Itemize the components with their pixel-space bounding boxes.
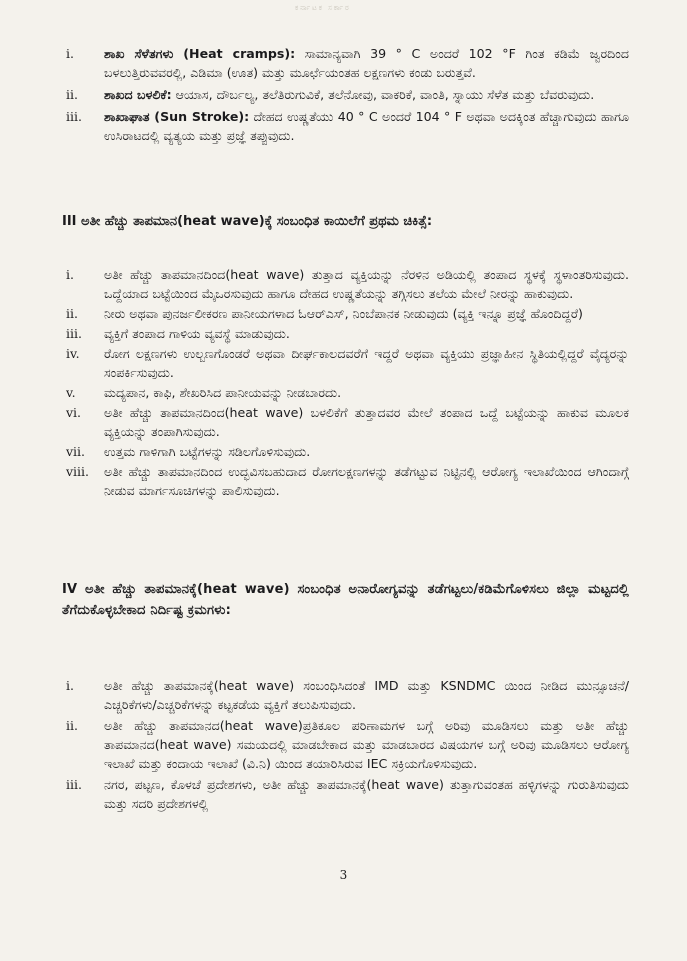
item-text: ಅತೀ ಹೆಚ್ಚು ತಾಪಮಾನದಿಂದ ಉದ್ಭವಿಸಬಹುದಾದ ರೋಗಲಕ್ಷಣಗಳನ್ನು ತಡೆಗಟ್ಟುವ ನಿಟ್ಟಿನಲ್ಲಿ ಆರೋಗ್ಯ ಇಲಾಖೆಯಿಂದ ಆಗಿಂದಾಗ್ಗೆ ನೀಡುವ ಮಾರ್ಗಸೂಚಿಗಳನ್ನು ಪಾಲಿಸುವುದು. xyxy=(104,464,629,498)
item-text: ರೋಗ ಲಕ್ಷಣಗಳು ಉಲ್ಬಣಗೊಂಡರೆ ಅಥವಾ ದೀರ್ಘಕಾಲದವರೆಗೆ ಇದ್ದರೆ ಅಥವಾ ವ್ಯಕ್ತಿಯು ಪ್ರಜ್ಞಾಹೀನ ಸ್ಥಿತಿಯಲ್ಲಿದ್ದರೆ ವೈದ್ಯರನ್ನು ಸಂಪರ್ಕಿಸುವುದು. xyxy=(104,346,629,380)
item-text: ಅತೀ ಹೆಚ್ಚು ತಾಪಮಾನದ(heat wave)ಪ್ರತಿಕೂಲ ಪರಿಣಾಮಗಳ ಬಗ್ಗೆ ಅರಿವು ಮೂಡಿಸಲು ಮತ್ತು ಅತೀ ಹೆಚ್ಚು ತಾಪಮಾನದ(heat wave) ಸಮಯದಲ್ಲಿ ಮಾಡಬೇಕಾದ ಮತ್ತು ಮಾಡಬಾರದ ವಿಷಯಗಳ ಬಗ್ಗೆ ಅರಿವು ಮೂಡಿಸಲು ಆರೋಗ್ಯ ಇಲಾಖೆ ಮತ್ತು ಕಂದಾಯ ಇಲಾಖೆ (ವಿ.ನಿ) ಯಿಂದ ತಯಾರಿಸಿರುವ IEC ಸಕ್ರಿಯಗೊಳಿಸುವುದು. xyxy=(104,718,629,771)
list-item xyxy=(62,304,629,323)
item-number: i. xyxy=(66,678,74,693)
item-number: v. xyxy=(66,385,76,400)
item-text: ವ್ಯಕ್ತಿಗೆ ತಂಪಾದ ಗಾಳಿಯ ವ್ಯವಸ್ಥೆ ಮಾಡುವುದು. xyxy=(104,326,290,341)
item-number: iii. xyxy=(66,777,82,792)
item-text: ನೀರು ಅಥವಾ ಪುನರ್ಜಲೀಕರಣ ಪಾನೀಯಗಳಾದ ಓಆರ್‌ಎಸ್, ನಿಂಬೆಪಾನಕ ನೀಡುವುದು (ವ್ಯಕ್ತಿ ಇನ್ನೂ ಪ್ರಜ್ಞೆ ಹೊಂದಿದ್ದರೆ) xyxy=(104,306,583,321)
item-label: ಶಾಖಾಘಾತ (Sun Stroke): xyxy=(104,109,250,124)
district-measures-list xyxy=(62,676,629,815)
section-heading-district-measures: IV ಅತೀ ಹೆಚ್ಚು ತಾಪಮಾನಕ್ಕೆ(heat wave) ಸಂಬಂಧಿತ ಅನಾರೋಗ್ಯವನ್ನು ತಡೆಗಟ್ಟಲು/ಕಡಿಮೆಗೊಳಿಸಲು ಜಿಲ್ಲಾ ಮಟ್ಟದಲ್ಲಿ ತೆಗೆದುಕೊಳ್ಳಬೇಕಾದ ನಿರ್ದಿಷ್ಟ ಕ್ರಮಗಳು: xyxy=(62,582,629,618)
item-text: ನಗರ, ಪಟ್ಟಣ, ಕೊಳಚೆ ಪ್ರದೇಶಗಳು, ಅತೀ ಹೆಚ್ಚು ತಾಪಮಾನಕ್ಕೆ(heat wave) ತುತ್ತಾಗುವಂತಹ ಹಳ್ಳಿಗಳನ್ನು ಗುರುತಿಸುವುದು ಮತ್ತು ಸದರಿ ಪ್ರದೇಶಗಳಲ್ಲಿ xyxy=(104,777,629,811)
item-number: vii. xyxy=(66,444,86,459)
item-number: i. xyxy=(66,46,74,61)
item-text: ಆಯಾಸ, ದೌರ್ಬಲ್ಯ, ತಲೆತಿರುಗುವಿಕೆ, ತಲೆನೋವು, ವಾಕರಿಕೆ, ವಾಂತಿ, ಸ್ನಾಯು ಸೆಳೆತ ಮತ್ತು ಬೆವರುವುದು. xyxy=(175,87,595,102)
item-label: ಶಾಖ ಸೆಳೆತಗಳು (Heat cramps): xyxy=(104,46,296,61)
item-number: viii. xyxy=(66,464,90,479)
heat-illness-symptoms-list xyxy=(62,44,629,148)
list-item xyxy=(62,265,629,303)
list-item xyxy=(62,775,629,813)
item-text: ಮದ್ಯಪಾನ, ಕಾಫಿ, ಶೇಖರಿಸಿದ ಪಾನೀಯವನ್ನು ನೀಡಬಾರದು. xyxy=(104,385,342,400)
item-number: ii. xyxy=(66,306,78,321)
list-item xyxy=(62,716,629,773)
item-text: ದೇಹದ ಉಷ್ಣತೆಯು 40 ° C ಅಂದರೆ 104 ° F ಅಥವಾ ಅದಕ್ಕಿಂತ ಹೆಚ್ಚಾಗುವುದು ಹಾಗೂ ಉಸಿರಾಟದಲ್ಲಿ ವ್ಯತ್ಯಯ ಮತ್ತು ಪ್ರಜ್ಞೆ ತಪ್ಪುವುದು. xyxy=(104,109,629,143)
item-number: i. xyxy=(66,267,74,282)
item-text: ಅತೀ ಹೆಚ್ಚು ತಾಪಮಾನದಿಂದ(heat wave) ಬಳಲಿಕೆಗೆ ತುತ್ತಾದವರ ಮೇಲೆ ತಂಪಾದ ಒದ್ದೆ ಬಟ್ಟೆಯನ್ನು ಹಾಕುವ ಮೂಲಕ ವ್ಯಕ್ತಿಯನ್ನು ತಂಪಾಗಿಸುವುದು. xyxy=(104,405,629,439)
list-item xyxy=(62,344,629,382)
list-item xyxy=(62,383,629,402)
list-item xyxy=(62,462,629,500)
item-number: iii. xyxy=(66,326,82,341)
list-item xyxy=(62,403,629,441)
list-item xyxy=(62,442,629,461)
list-item xyxy=(62,44,629,82)
item-number: vi. xyxy=(66,405,82,420)
item-text: ಸಾಮಾನ್ಯವಾಗಿ 39 ° C ಅಂದರೆ 102 °F ಗಿಂತ ಕಡಿಮೆ ಜ್ವರದಿಂದ ಬಳಲುತ್ತಿರುವವರಲ್ಲಿ, ಎಡಿಮಾ (ಊತ) ಮತ್ತು ಮೂರ್ಛೆಯಂತಹ ಲಕ್ಷಣಗಳು ಕಂಡು ಬರುತ್ತವೆ. xyxy=(104,46,629,80)
item-number: ii. xyxy=(66,718,78,733)
item-text: ಅತೀ ಹೆಚ್ಚು ತಾಪಮಾನದಿಂದ(heat wave) ತುತ್ತಾದ ವ್ಯಕ್ತಿಯನ್ನು ನೆರಳಿನ ಅಡಿಯಲ್ಲಿ ತಂಪಾದ ಸ್ಥಳಕ್ಕೆ ಸ್ಥಳಾಂತರಿಸುವುದು. ಒದ್ದೆಯಾದ ಬಟ್ಟೆಯಿಂದ ಮೈಒರಸುವುದು ಹಾಗೂ ದೇಹದ ಉಷ್ಣತೆಯನ್ನು ತಗ್ಗಿಸಲು ತಲೆಯ ಮೇಲೆ ನೀರನ್ನು ಹಾಕುವುದು. xyxy=(104,267,629,301)
list-item xyxy=(62,85,629,104)
item-text: ಉತ್ತಮ ಗಾಳಿಗಾಗಿ ಬಟ್ಟೆಗಳನ್ನು ಸಡಿಲಗೊಳಿಸುವುದು. xyxy=(104,444,311,459)
item-label: ಶಾಖದ ಬಳಲಿಕೆ: xyxy=(104,87,172,102)
first-aid-list xyxy=(62,265,629,501)
header-watermark: ಕರ್ನಾಟಕ ಸರ್ಕಾರ xyxy=(295,4,351,12)
list-item xyxy=(62,676,629,714)
list-item xyxy=(62,107,629,145)
item-number: ii. xyxy=(66,87,78,102)
section-heading-first-aid: III ಅತೀ ಹೆಚ್ಚು ತಾಪಮಾನ(heat wave)ಕ್ಕೆ ಸಂಬಂಧಿತ ಕಾಯಿಲೆಗೆ ಪ್ರಥಮ ಚಿಕಿತ್ಸೆ: xyxy=(62,214,433,229)
page-number: 3 xyxy=(339,868,348,882)
item-number: iii. xyxy=(66,109,82,124)
item-number: iv. xyxy=(66,346,80,361)
item-text: ಅತೀ ಹೆಚ್ಚು ತಾಪಮಾನಕ್ಕೆ(heat wave) ಸಂಬಂಧಿಸಿದಂತೆ IMD ಮತ್ತು KSNDMC ಯಿಂದ ನೀಡಿದ ಮುನ್ಸೂಚನೆ/ ಎಚ್ಚರಿಕೆಗಳು/ಎಚ್ಚರಿಕೆಗಳನ್ನು ಕಟ್ಟಕಡೆಯ ವ್ಯಕ್ತಿಗೆ ತಲುಪಿಸುವುದು. xyxy=(104,678,629,712)
list-item xyxy=(62,324,629,343)
